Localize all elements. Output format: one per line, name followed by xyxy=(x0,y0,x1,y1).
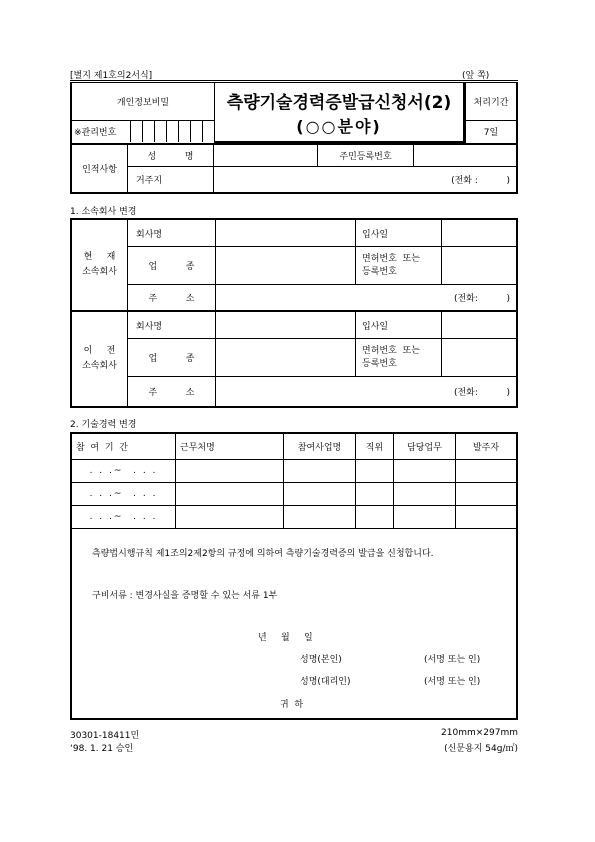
career-row-duty[interactable] xyxy=(394,506,456,529)
current-join-date-field[interactable] xyxy=(442,220,516,247)
mgmt-number-label: ※관리번호 xyxy=(74,127,117,138)
career-row-client[interactable] xyxy=(456,460,516,483)
previous-company-name-field[interactable] xyxy=(216,312,356,339)
rrn-field[interactable] xyxy=(414,145,516,167)
current-business-type-field[interactable] xyxy=(216,247,356,285)
previous-business-type-label: 업 종 xyxy=(128,339,216,377)
career-header-duty: 담당업무 xyxy=(394,434,456,460)
career-row-duty[interactable] xyxy=(394,460,456,483)
current-company-name-field[interactable] xyxy=(216,220,356,247)
previous-business-type-field[interactable] xyxy=(216,339,356,377)
phone-label: (전화 : ) xyxy=(451,176,510,186)
approval-date: ‘98. 1. 21 승인 xyxy=(70,744,134,754)
section2-title: 2. 기술경력 변경 xyxy=(70,420,137,430)
attachment-note: 구비서류 : 변경사실을 증명할 수 있는 서류 1부 xyxy=(92,591,278,601)
current-address-field[interactable] xyxy=(216,285,516,312)
career-row-workplace[interactable] xyxy=(176,483,284,506)
paper-type: (신문용지 54g/㎡) xyxy=(444,744,518,754)
previous-company-label: 이 전 소속회사 xyxy=(72,312,128,406)
header-rule xyxy=(70,80,518,81)
address-field[interactable] xyxy=(214,167,516,192)
current-license-label: 면허번호 또는 등록번호 xyxy=(356,247,442,285)
career-header-project: 참여사업명 xyxy=(284,434,356,460)
career-row-client[interactable] xyxy=(456,506,516,529)
form-subtitle: (○○분야) xyxy=(296,116,382,136)
mgmt-number-boxes xyxy=(130,120,214,142)
career-header-client: 발주자 xyxy=(456,434,516,460)
agent-signature-note: (서명 또는 인) xyxy=(424,677,481,687)
applicant-signature-note: (서명 또는 인) xyxy=(424,655,481,665)
application-date: 년 월 일 xyxy=(258,633,313,643)
paper-size: 210mm×297mm xyxy=(441,728,518,738)
career-row-duty[interactable] xyxy=(394,483,456,506)
form-code: 30301-18411민 xyxy=(70,731,140,741)
current-license-field[interactable] xyxy=(442,247,516,285)
career-row-position[interactable] xyxy=(356,506,394,529)
career-row-period[interactable]: . . .~ . . . xyxy=(72,483,176,506)
address-label: 거주지 xyxy=(128,167,214,192)
previous-phone-label: (전화: ) xyxy=(453,388,510,398)
current-join-date-label: 입사일 xyxy=(356,220,442,247)
previous-company-name-label: 회사명 xyxy=(128,312,216,339)
previous-address-label: 주 소 xyxy=(128,377,216,406)
career-row-period[interactable]: . . .~ . . . xyxy=(72,460,176,483)
career-header-workplace: 근무처명 xyxy=(176,434,284,460)
career-row-client[interactable] xyxy=(456,483,516,506)
career-row-project[interactable] xyxy=(284,483,356,506)
career-row-position[interactable] xyxy=(356,460,394,483)
current-business-type-label: 업 종 xyxy=(128,247,216,285)
previous-address-field[interactable] xyxy=(216,377,516,406)
career-row-workplace[interactable] xyxy=(176,460,284,483)
career-row-project[interactable] xyxy=(284,460,356,483)
previous-join-date-label: 입사일 xyxy=(356,312,442,339)
form-title: 측량기술경력증발급신청서(2) xyxy=(226,92,452,113)
previous-license-field[interactable] xyxy=(442,339,516,377)
career-row-workplace[interactable] xyxy=(176,506,284,529)
career-row-project[interactable] xyxy=(284,506,356,529)
applicant-signature-label: 성명(본인) xyxy=(300,655,342,665)
processing-period-label: 처리기간 xyxy=(473,97,509,108)
agent-signature-label: 성명(대리인) xyxy=(300,677,351,687)
current-company-label: 현 재 소속회사 xyxy=(72,220,128,312)
name-field[interactable] xyxy=(214,145,318,167)
statement-body: 측량법시행규칙 제1조의2제2항의 규정에 의하여 측량기술경력증의 발급을 신청합니다. xyxy=(92,549,434,559)
rrn-label: 주민등록번호 xyxy=(318,145,414,167)
current-address-label: 주 소 xyxy=(128,285,216,312)
addressee: 귀 하 xyxy=(280,700,304,710)
section1-title: 1. 소속회사 변경 xyxy=(70,207,137,217)
previous-join-date-field[interactable] xyxy=(442,312,516,339)
career-row-period[interactable]: . . .~ . . . xyxy=(72,506,176,529)
current-phone-label: (전화: ) xyxy=(453,294,510,304)
name-label: 성 명 xyxy=(128,145,214,167)
page-side: (앞 쪽) xyxy=(462,71,490,81)
personal-info-label: 인적사항 xyxy=(72,144,128,192)
career-header-position: 직위 xyxy=(356,434,394,460)
privacy-label: 개인정보비밀 xyxy=(116,97,170,108)
previous-license-label: 면허번호 또는 등록번호 xyxy=(356,339,442,377)
career-row-position[interactable] xyxy=(356,483,394,506)
processing-period-value: 7일 xyxy=(466,120,516,142)
form-reference: [별지 제1호의2서식] xyxy=(70,71,153,81)
career-header-period: 참 여 기 간 xyxy=(72,434,176,460)
current-company-name-label: 회사명 xyxy=(128,220,216,247)
